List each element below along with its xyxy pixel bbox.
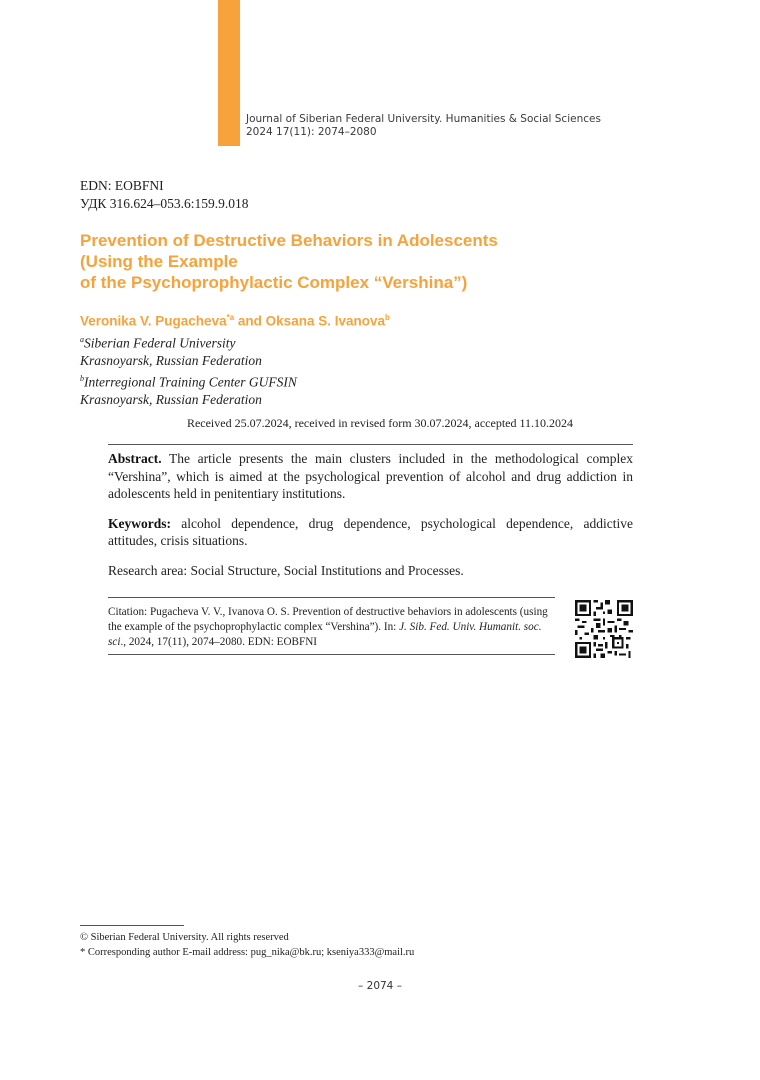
author-2-affiliation-mark: b bbox=[384, 313, 390, 322]
abstract-section bbox=[108, 450, 633, 591]
author-2: Oksana S. Ivanova bbox=[265, 313, 385, 329]
author-conjunction: and bbox=[234, 313, 266, 329]
citation-text-start: Citation: Pugacheva V. V., Ivanova O. S. Prevention of destructive behaviors in adolescents (using the example of the psychoprophylactic complex “Vershina”). In: bbox=[108, 606, 548, 633]
header-accent-bar bbox=[218, 0, 240, 146]
citation-text-end: ., 2024, 17(11), 2074–2080. EDN: EOBFNI bbox=[120, 635, 318, 648]
corresponding-author-note: * Corresponding author E-mail address: pug_nika@bk.ru; kseniya333@mail.ru bbox=[80, 947, 415, 958]
title-line-2: (Using the Example bbox=[80, 252, 238, 271]
keywords-paragraph bbox=[108, 515, 633, 550]
affiliation-a bbox=[80, 331, 297, 352]
udk-code: УДК 316.624–053.6:159.9.018 bbox=[80, 196, 249, 211]
affiliations bbox=[80, 331, 297, 408]
journal-header bbox=[246, 113, 601, 139]
edn-code: EDN: EOBFNI bbox=[80, 178, 164, 193]
author-1: Veronika V. Pugacheva bbox=[80, 313, 227, 329]
affiliation-a-city: Krasnoyarsk, Russian Federation bbox=[80, 353, 262, 368]
affiliation-a-mark: a bbox=[80, 335, 84, 344]
received-dates: Received 25.07.2024, received in revised form 30.07.2024, accepted 11.10.2024 bbox=[186, 416, 574, 430]
page-number: – 2074 – bbox=[358, 980, 402, 992]
affiliation-b-mark: b bbox=[80, 373, 84, 383]
title-line-3: of the Psychoprophylactic Complex “Vershina”) bbox=[80, 273, 468, 292]
footnote-rule bbox=[80, 925, 184, 926]
citation-block bbox=[108, 605, 558, 649]
journal-name: Journal of Siberian Federal University. Humanities & Social Sciences bbox=[246, 113, 601, 125]
article-identifiers bbox=[80, 177, 249, 213]
abstract-text: The article presents the main clusters included in the methodological complex “Vershina”, which is aimed at the psychological prevention of alcohol and drug addiction in adolescents held in penitentiary institutions. bbox=[108, 451, 633, 501]
research-area: Research area: Social Structure, Social Institutions and Processes. bbox=[108, 562, 464, 578]
affiliation-b-org: Interregional Training Center GUFSIN bbox=[84, 374, 297, 389]
citation-bottom-rule bbox=[108, 654, 555, 655]
journal-issue: 2024 17(11): 2074–2080 bbox=[246, 126, 377, 138]
article-title bbox=[80, 230, 498, 293]
citation-journal: J. Sib. Fed. Univ. Humanit. soc. sci bbox=[108, 620, 542, 648]
abstract-paragraph bbox=[108, 450, 633, 503]
abstract-top-rule bbox=[108, 444, 633, 445]
affiliation-a-org: Siberian Federal University bbox=[84, 335, 236, 351]
abstract-label: Abstract. bbox=[108, 451, 162, 466]
author-list bbox=[80, 313, 390, 329]
keywords-label: Keywords: bbox=[108, 515, 171, 531]
qr-code-icon[interactable] bbox=[575, 600, 633, 658]
copyright-note: © Siberian Federal University. All rights reserved bbox=[80, 932, 289, 943]
footnotes bbox=[80, 930, 414, 960]
citation-top-rule bbox=[108, 597, 555, 598]
author-1-affiliation-mark: *a bbox=[226, 313, 235, 322]
keywords-text: alcohol dependence, drug dependence, psychological dependence, addictive attitudes, crisis situations. bbox=[108, 515, 633, 548]
affiliation-b bbox=[80, 370, 297, 391]
title-line-1: Prevention of Destructive Behaviors in Adolescents bbox=[80, 231, 498, 250]
affiliation-b-city: Krasnoyarsk, Russian Federation bbox=[80, 391, 262, 407]
